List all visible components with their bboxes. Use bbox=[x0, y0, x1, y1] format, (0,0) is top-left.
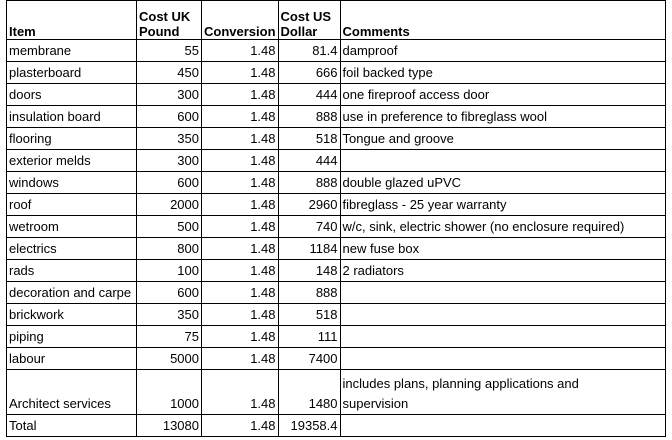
header-item[interactable] bbox=[7, 1, 137, 40]
cell-item[interactable]: doors bbox=[7, 84, 137, 106]
cell-item[interactable]: labour bbox=[7, 348, 137, 370]
header-cost-us-line1: Cost US bbox=[280, 9, 332, 24]
cell-item[interactable]: Architect services bbox=[7, 370, 137, 415]
cell-cost-uk[interactable]: 350 bbox=[137, 304, 202, 326]
table-row bbox=[7, 40, 666, 62]
cell-conversion[interactable]: 1.48 bbox=[202, 282, 279, 304]
cell-cost-uk[interactable]: 300 bbox=[137, 84, 202, 106]
table-row bbox=[7, 282, 666, 304]
cell-conversion[interactable]: 1.48 bbox=[202, 194, 279, 216]
cell-comment-line2: supervision bbox=[342, 396, 409, 411]
cell-item[interactable]: brickwork bbox=[7, 304, 137, 326]
table-row bbox=[7, 84, 666, 106]
cell-conversion[interactable]: 1.48 bbox=[202, 260, 279, 282]
header-conversion[interactable] bbox=[202, 1, 279, 40]
cell-cost-uk[interactable]: 1000 bbox=[137, 370, 202, 415]
cell-cost-uk[interactable]: 100 bbox=[137, 260, 202, 282]
cell-cost-us[interactable]: 111 bbox=[278, 326, 340, 348]
cell-conversion[interactable]: 1.48 bbox=[202, 84, 279, 106]
cell-cost-uk[interactable]: 5000 bbox=[137, 348, 202, 370]
cell-conversion[interactable]: 1.48 bbox=[202, 172, 279, 194]
table-row bbox=[7, 260, 666, 282]
table-row-architect bbox=[7, 370, 666, 415]
cell-conversion[interactable]: 1.48 bbox=[202, 348, 279, 370]
cell-conversion[interactable]: 1.48 bbox=[202, 62, 279, 84]
cell-comment[interactable] bbox=[340, 326, 665, 348]
cell-comment[interactable]: foil backed type bbox=[340, 62, 665, 84]
table-row bbox=[7, 348, 666, 370]
cell-cost-uk[interactable]: 600 bbox=[137, 172, 202, 194]
cell-cost-us[interactable]: 81.4 bbox=[278, 40, 340, 62]
cell-cost-us[interactable]: 666 bbox=[278, 62, 340, 84]
cell-cost-us[interactable]: 888 bbox=[278, 282, 340, 304]
table-row bbox=[7, 194, 666, 216]
cell-comment[interactable] bbox=[340, 304, 665, 326]
cell-cost-uk[interactable]: 2000 bbox=[137, 194, 202, 216]
cell-cost-us[interactable]: 1480 bbox=[278, 370, 340, 415]
header-cost-uk-line2: Pound bbox=[139, 24, 180, 39]
cell-conversion[interactable]: 1.48 bbox=[202, 150, 279, 172]
cell-item[interactable]: insulation board bbox=[7, 106, 137, 128]
header-conversion-label: Conversion bbox=[204, 24, 276, 39]
table-row bbox=[7, 238, 666, 260]
cell-item[interactable]: membrane bbox=[7, 40, 137, 62]
cell-cost-us[interactable]: 148 bbox=[278, 260, 340, 282]
cell-comment[interactable]: new fuse box bbox=[340, 238, 665, 260]
cell-item[interactable]: rads bbox=[7, 260, 137, 282]
cell-item[interactable]: electrics bbox=[7, 238, 137, 260]
cell-conversion[interactable]: 1.48 bbox=[202, 304, 279, 326]
header-cost-us[interactable] bbox=[278, 1, 340, 40]
cell-comment[interactable] bbox=[340, 150, 665, 172]
table-row bbox=[7, 106, 666, 128]
cell-cost-uk[interactable]: 13080 bbox=[137, 415, 202, 437]
cell-comment[interactable]: fibreglass - 25 year warranty bbox=[340, 194, 665, 216]
cell-cost-us[interactable]: 518 bbox=[278, 128, 340, 150]
cell-cost-us[interactable]: 888 bbox=[278, 106, 340, 128]
cell-comment[interactable]: one fireproof access door bbox=[340, 84, 665, 106]
cell-comment[interactable]: w/c, sink, electric shower (no enclosure required) bbox=[340, 216, 665, 238]
header-row bbox=[7, 1, 666, 40]
table-row bbox=[7, 216, 666, 238]
cell-conversion[interactable]: 1.48 bbox=[202, 128, 279, 150]
cell-conversion[interactable]: 1.48 bbox=[202, 370, 279, 415]
cell-cost-uk[interactable]: 500 bbox=[137, 216, 202, 238]
cell-comment[interactable]: Tongue and groove bbox=[340, 128, 665, 150]
cell-comment[interactable]: use in preference to fibreglass wool bbox=[340, 106, 665, 128]
header-cost-uk[interactable] bbox=[137, 1, 202, 40]
cell-cost-us[interactable]: 444 bbox=[278, 84, 340, 106]
cell-cost-uk[interactable]: 600 bbox=[137, 106, 202, 128]
cell-cost-us[interactable]: 888 bbox=[278, 172, 340, 194]
cell-item[interactable]: windows bbox=[7, 172, 137, 194]
cell-comment[interactable]: 2 radiators bbox=[340, 260, 665, 282]
cell-cost-uk[interactable]: 75 bbox=[137, 326, 202, 348]
table-row-total bbox=[7, 415, 666, 437]
table-body bbox=[7, 40, 666, 370]
cell-item[interactable]: wetroom bbox=[7, 216, 137, 238]
cell-comment[interactable] bbox=[340, 370, 665, 415]
cell-cost-uk[interactable]: 55 bbox=[137, 40, 202, 62]
header-comments[interactable] bbox=[340, 1, 665, 40]
table-row bbox=[7, 150, 666, 172]
cell-cost-us[interactable]: 518 bbox=[278, 304, 340, 326]
cell-conversion[interactable]: 1.48 bbox=[202, 326, 279, 348]
cell-comment[interactable] bbox=[340, 415, 665, 437]
cell-conversion[interactable]: 1.48 bbox=[202, 40, 279, 62]
cell-cost-uk[interactable]: 350 bbox=[137, 128, 202, 150]
cell-item[interactable]: exterior melds bbox=[7, 150, 137, 172]
table-row bbox=[7, 62, 666, 84]
cell-conversion[interactable]: 1.48 bbox=[202, 415, 279, 437]
cell-conversion[interactable]: 1.48 bbox=[202, 106, 279, 128]
cell-item[interactable]: roof bbox=[7, 194, 137, 216]
header-cost-us-line2: Dollar bbox=[280, 24, 318, 39]
cell-cost-uk[interactable]: 600 bbox=[137, 282, 202, 304]
cell-comment[interactable]: double glazed uPVC bbox=[340, 172, 665, 194]
header-comments-label: Comments bbox=[342, 24, 410, 39]
cell-item[interactable]: plasterboard bbox=[7, 62, 137, 84]
cost-table bbox=[6, 0, 666, 437]
table-row bbox=[7, 172, 666, 194]
cell-comment[interactable]: damproof bbox=[340, 40, 665, 62]
table-row bbox=[7, 304, 666, 326]
cell-conversion[interactable]: 1.48 bbox=[202, 238, 279, 260]
cell-cost-us[interactable]: 1184 bbox=[278, 238, 340, 260]
cell-cost-us[interactable]: 2960 bbox=[278, 194, 340, 216]
cell-item[interactable]: flooring bbox=[7, 128, 137, 150]
cell-cost-uk[interactable]: 300 bbox=[137, 150, 202, 172]
cell-conversion[interactable]: 1.48 bbox=[202, 216, 279, 238]
table-row bbox=[7, 128, 666, 150]
cell-comment[interactable] bbox=[340, 282, 665, 304]
cell-cost-us[interactable]: 19358.4 bbox=[278, 415, 340, 437]
table-row bbox=[7, 326, 666, 348]
cell-item[interactable]: piping bbox=[7, 326, 137, 348]
cell-cost-uk[interactable]: 800 bbox=[137, 238, 202, 260]
header-cost-uk-line1: Cost UK bbox=[139, 9, 191, 24]
cell-cost-us[interactable]: 7400 bbox=[278, 348, 340, 370]
cell-cost-us[interactable]: 444 bbox=[278, 150, 340, 172]
cell-comment[interactable] bbox=[340, 348, 665, 370]
cell-cost-uk[interactable]: 450 bbox=[137, 62, 202, 84]
cell-item[interactable]: decoration and carpe bbox=[7, 282, 137, 304]
cell-comment-line1: includes plans, planning applications and bbox=[342, 376, 579, 391]
cell-cost-us[interactable]: 740 bbox=[278, 216, 340, 238]
header-item-label: Item bbox=[9, 24, 36, 39]
cell-item[interactable]: Total bbox=[7, 415, 137, 437]
